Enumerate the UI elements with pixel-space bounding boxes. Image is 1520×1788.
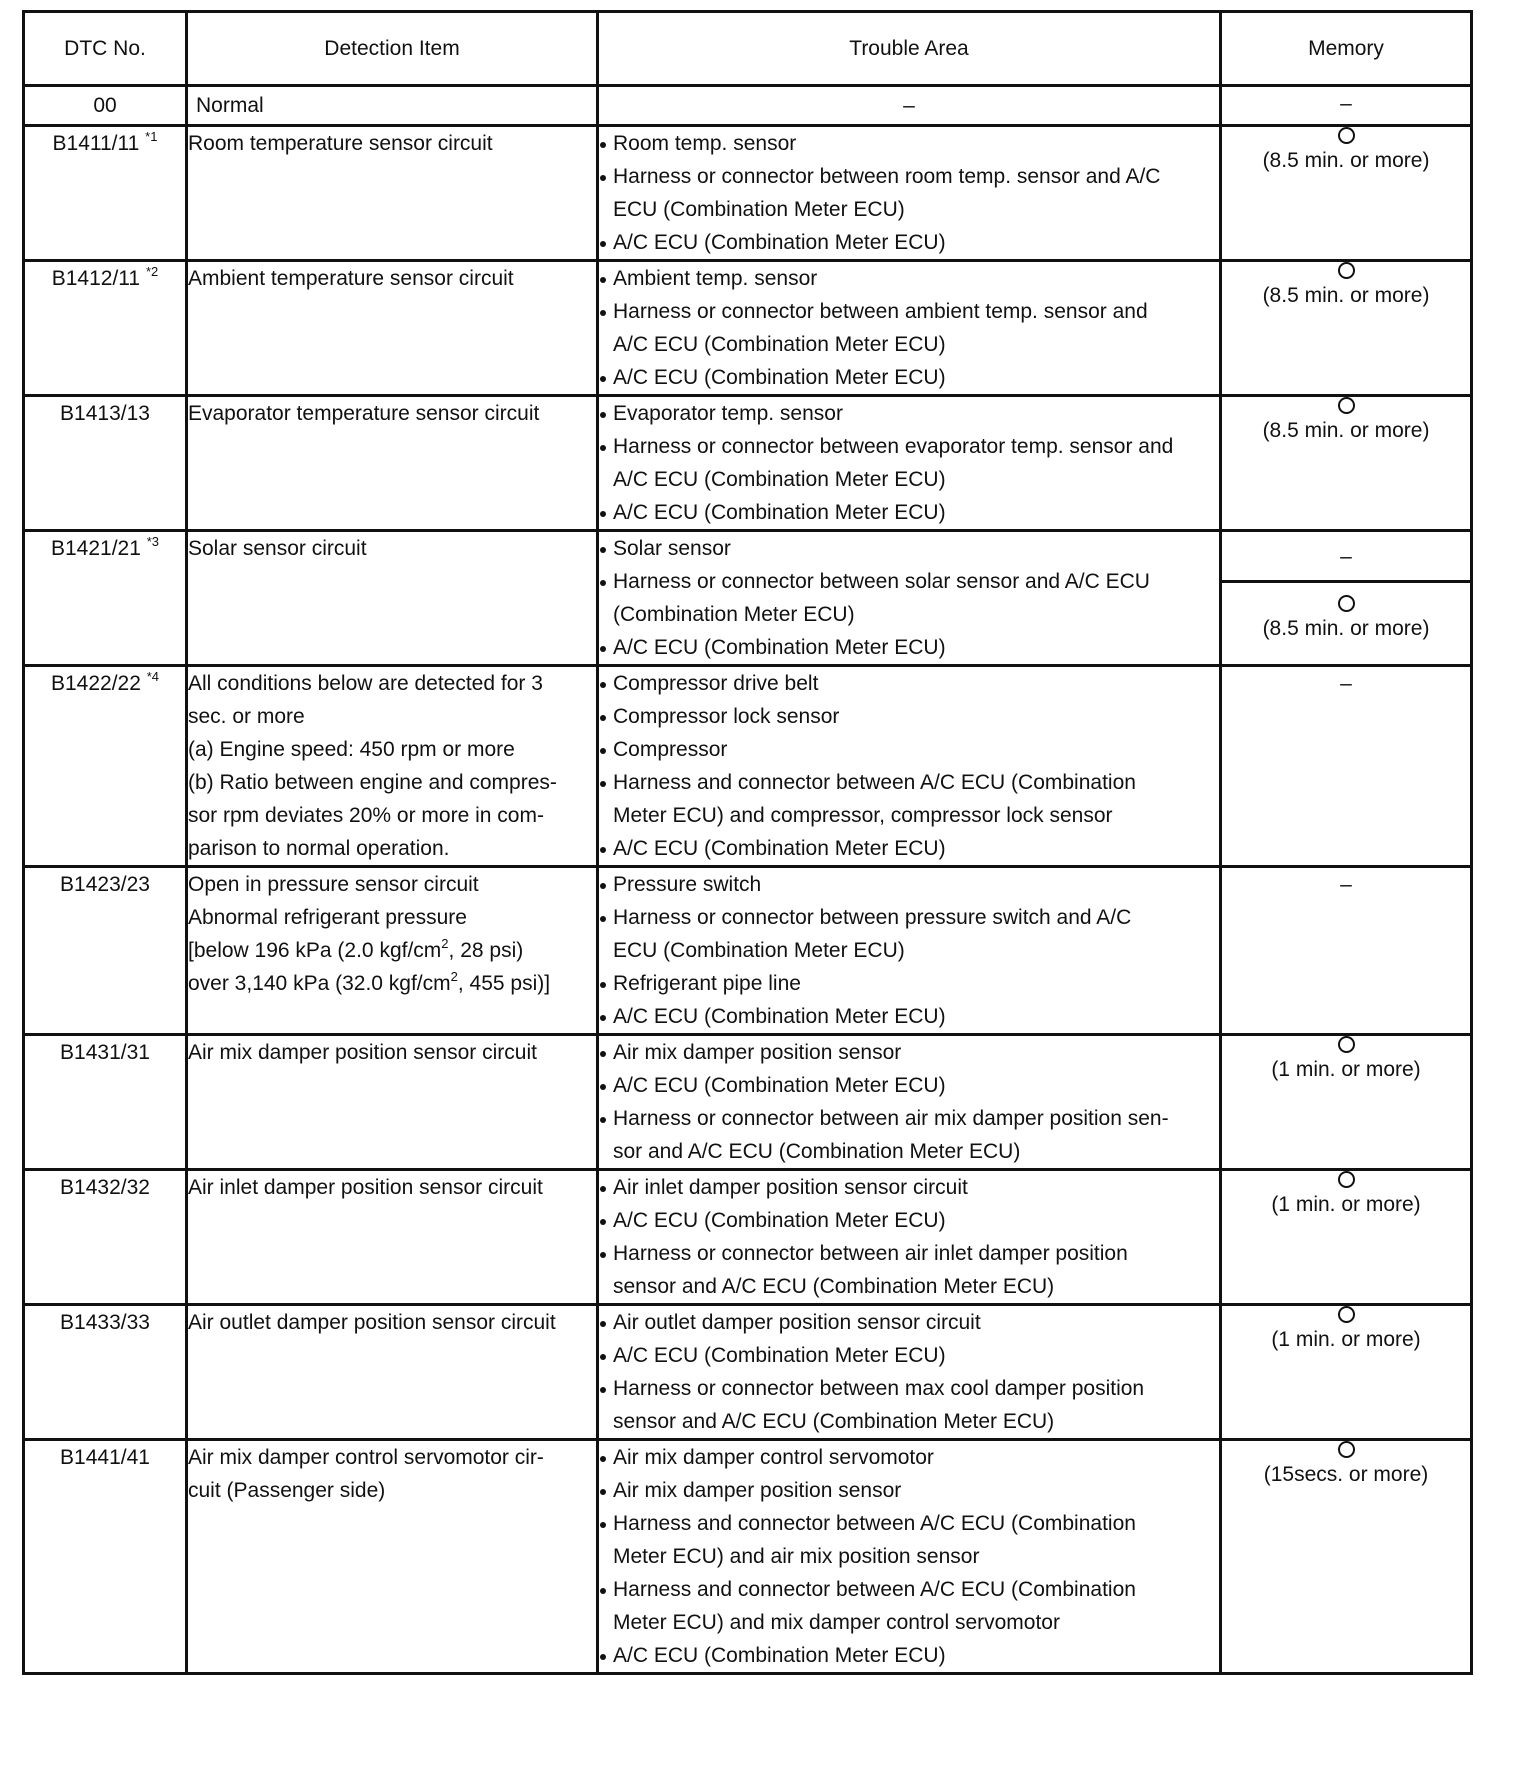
trouble-area-item	[599, 667, 1219, 700]
detection-item-line: sec. or more	[188, 705, 305, 728]
memory-split	[1222, 532, 1470, 656]
detection-item-line: Room temperature sensor circuit	[188, 132, 493, 155]
memory-content	[1222, 1036, 1470, 1086]
text-part: over 3,140 kPa (32.0 kgf/cm	[188, 972, 451, 995]
memory-circle-icon	[1338, 1171, 1355, 1188]
memory-content	[1222, 1441, 1470, 1491]
trouble-area-line: A/C ECU (Combination Meter ECU)	[613, 231, 946, 254]
dtc-code-cell	[24, 1170, 187, 1305]
table-row	[24, 261, 1472, 396]
memory-cell	[1221, 867, 1472, 1035]
memory-circle-icon	[1338, 595, 1355, 612]
dtc-code-cell	[24, 86, 187, 126]
memory-dash: –	[1340, 873, 1352, 896]
memory-duration: (1 min. or more)	[1271, 1328, 1421, 1351]
dtc-code: B1413/13	[60, 402, 150, 425]
trouble-area-cell	[598, 1305, 1221, 1440]
dtc-code-cell	[24, 396, 187, 531]
trouble-area-line: A/C ECU (Combination Meter ECU)	[613, 837, 946, 860]
detection-item-line: Normal	[196, 94, 264, 117]
memory-cell	[1221, 86, 1472, 126]
trouble-area-item	[599, 565, 1219, 631]
dtc-code: B1431/31	[60, 1041, 150, 1064]
dtc-table-page	[22, 10, 1470, 1675]
memory-cell	[1221, 1440, 1472, 1674]
trouble-area-item	[599, 631, 1219, 664]
detection-item-line: (b) Ratio between engine and compres-	[188, 771, 557, 794]
memory-circle-icon	[1338, 262, 1355, 279]
detection-item-line	[188, 967, 596, 1000]
trouble-area-item	[599, 1102, 1219, 1168]
dtc-code-cell	[24, 1440, 187, 1674]
trouble-area-cell	[598, 396, 1221, 531]
trouble-area-line: A/C ECU (Combination Meter ECU)	[613, 1074, 946, 1097]
trouble-area-line: A/C ECU (Combination Meter ECU)	[613, 1005, 946, 1028]
dtc-code: B1432/32	[60, 1176, 150, 1199]
trouble-area-cell	[598, 1035, 1221, 1170]
memory-circle-icon	[1338, 1441, 1355, 1458]
trouble-area-item	[599, 262, 1219, 295]
trouble-area-item	[599, 868, 1219, 901]
trouble-area-line: Air inlet damper position sensor circuit	[613, 1176, 968, 1199]
memory-cell	[1221, 396, 1472, 531]
dtc-footnote-mark: *1	[145, 129, 158, 144]
text-part: [below 196 kPa (2.0 kgf/cm	[188, 939, 442, 962]
trouble-area-line: A/C ECU (Combination Meter ECU)	[613, 366, 946, 389]
trouble-area-item	[599, 295, 1219, 361]
table-row	[24, 396, 1472, 531]
dtc-footnote-mark: *2	[145, 264, 159, 279]
trouble-area-line: ECU (Combination Meter ECU)	[613, 939, 905, 962]
table-row	[24, 531, 1472, 666]
trouble-area-line: Harness or connector between evaporator temp. sensor and	[613, 435, 1174, 458]
trouble-area-item	[599, 1000, 1219, 1033]
memory-duration: (8.5 min. or more)	[1262, 616, 1430, 640]
detection-item-cell	[187, 1035, 598, 1170]
trouble-area-item	[599, 1339, 1219, 1372]
trouble-area-item	[599, 1639, 1219, 1672]
text-part: , 455 psi)]	[457, 972, 551, 995]
dtc-code: B1411/11	[52, 132, 140, 155]
dtc-code: 00	[93, 94, 117, 117]
detection-item-line: sor rpm deviates 20% or more in com-	[188, 804, 544, 827]
trouble-area-item	[599, 1474, 1219, 1507]
detection-item-line: All conditions below are detected for 3	[188, 672, 543, 695]
superscript: 2	[441, 936, 449, 951]
trouble-area-line: Harness or connector between air mix damper position sen-	[613, 1107, 1169, 1130]
trouble-area-line: Harness and connector between A/C ECU (Combination	[613, 1512, 1136, 1535]
memory-content	[1222, 127, 1470, 177]
trouble-area-cell	[598, 1440, 1221, 1674]
trouble-area-item	[599, 532, 1219, 565]
trouble-area-cell	[598, 261, 1221, 396]
detection-item-line: Ambient temperature sensor circuit	[188, 267, 514, 290]
trouble-area-item	[599, 1306, 1219, 1339]
detection-item-line: Abnormal refrigerant pressure	[188, 906, 467, 929]
trouble-area-item	[599, 733, 1219, 766]
memory-cell	[1221, 531, 1472, 666]
detection-item-cell	[187, 261, 598, 396]
table-row	[24, 86, 1472, 126]
memory-split-bottom	[1222, 583, 1470, 656]
dtc-code: B1422/22	[50, 672, 141, 695]
dtc-code: B1423/23	[60, 873, 150, 896]
trouble-area-item	[599, 1204, 1219, 1237]
table-row	[24, 1305, 1472, 1440]
trouble-area-item	[599, 967, 1219, 1000]
memory-content	[1222, 868, 1470, 901]
memory-cell	[1221, 1170, 1472, 1305]
trouble-area-item	[599, 1171, 1219, 1204]
trouble-area-item	[599, 700, 1219, 733]
trouble-area-line: A/C ECU (Combination Meter ECU)	[613, 1209, 946, 1232]
trouble-area-line: Air outlet damper position sensor circuit	[613, 1311, 981, 1334]
memory-circle-icon	[1338, 397, 1355, 414]
dtc-code-cell	[24, 1305, 187, 1440]
detection-item-line	[188, 934, 596, 967]
trouble-area-line: Harness or connector between solar sensor and A/C ECU	[613, 570, 1150, 593]
dtc-code: B1441/41	[60, 1446, 150, 1469]
dtc-code-cell	[24, 531, 187, 666]
trouble-area-line: Solar sensor	[613, 537, 731, 560]
dash-mark: –	[903, 94, 915, 117]
trouble-area-item	[599, 127, 1219, 160]
memory-duration: (8.5 min. or more)	[1262, 419, 1430, 442]
memory-duration: (8.5 min. or more)	[1262, 284, 1430, 307]
trouble-area-line: Harness or connector between pressure switch and A/C	[613, 906, 1132, 929]
trouble-area-line: Air mix damper control servomotor	[613, 1446, 934, 1469]
header-detection-item: Detection Item	[187, 12, 598, 86]
trouble-area-item	[599, 1507, 1219, 1573]
memory-circle-icon	[1338, 1036, 1355, 1053]
table-row	[24, 1170, 1472, 1305]
detection-item-line: Solar sensor circuit	[188, 537, 367, 560]
trouble-area-line: sor and A/C ECU (Combination Meter ECU)	[613, 1140, 1021, 1163]
trouble-area-item	[599, 1372, 1219, 1438]
dtc-code: B1412/11	[51, 267, 141, 290]
trouble-area-line: Room temp. sensor	[613, 132, 797, 155]
trouble-area-item	[599, 397, 1219, 430]
header-row	[24, 12, 1472, 86]
trouble-area-item	[599, 1441, 1219, 1474]
table-row	[24, 1440, 1472, 1674]
dtc-code-cell	[24, 1035, 187, 1170]
detection-item-cell	[187, 867, 598, 1035]
memory-content	[1222, 667, 1470, 700]
trouble-area-line: Harness and connector between A/C ECU (Combination	[613, 771, 1136, 794]
table-row	[24, 867, 1472, 1035]
trouble-area-line: A/C ECU (Combination Meter ECU)	[613, 636, 946, 659]
dtc-code: B1433/33	[60, 1311, 150, 1334]
memory-dash: –	[1340, 672, 1352, 695]
trouble-area-line: sensor and A/C ECU (Combination Meter ECU)	[613, 1275, 1055, 1298]
trouble-area-cell	[598, 666, 1221, 867]
detection-item-cell	[187, 126, 598, 261]
trouble-area-line: Compressor lock sensor	[613, 705, 840, 728]
dtc-table-body	[24, 86, 1472, 1674]
trouble-area-line: A/C ECU (Combination Meter ECU)	[613, 468, 946, 491]
detection-item-cell	[187, 86, 598, 126]
trouble-area-line: Meter ECU) and air mix position sensor	[613, 1545, 980, 1568]
dtc-code: B1421/21	[50, 537, 141, 560]
trouble-area-line: Air mix damper position sensor	[613, 1479, 902, 1502]
detection-item-line: Open in pressure sensor circuit	[188, 873, 479, 896]
dtc-table	[22, 10, 1473, 1675]
memory-circle-icon	[1338, 1306, 1355, 1323]
detection-item-line: Air inlet damper position sensor circuit	[188, 1176, 543, 1199]
dtc-code-cell	[24, 126, 187, 261]
trouble-area-cell	[598, 867, 1221, 1035]
trouble-area-item	[599, 832, 1219, 865]
memory-cell	[1221, 1035, 1472, 1170]
trouble-area-item	[599, 1237, 1219, 1303]
trouble-area-item	[599, 430, 1219, 496]
trouble-area-line: A/C ECU (Combination Meter ECU)	[613, 1344, 946, 1367]
trouble-area-line: A/C ECU (Combination Meter ECU)	[613, 501, 946, 524]
trouble-area-line: (Combination Meter ECU)	[613, 603, 855, 626]
trouble-area-cell	[598, 1170, 1221, 1305]
detection-item-cell	[187, 666, 598, 867]
detection-item-cell	[187, 531, 598, 666]
superscript: 2	[450, 969, 458, 984]
memory-cell	[1221, 261, 1472, 396]
detection-item-line: Evaporator temperature sensor circuit	[188, 402, 540, 425]
dtc-footnote-mark: *4	[146, 669, 160, 684]
detection-item-line: Air mix damper control servomotor cir-	[188, 1446, 544, 1469]
trouble-area-cell	[598, 86, 1221, 126]
trouble-area-line: Pressure switch	[613, 873, 762, 896]
memory-duration: (1 min. or more)	[1271, 1193, 1421, 1216]
table-row	[24, 666, 1472, 867]
detection-item-cell	[187, 1305, 598, 1440]
dtc-code-cell	[24, 261, 187, 396]
trouble-area-item	[599, 361, 1219, 394]
memory-duration: (1 min. or more)	[1271, 1058, 1421, 1081]
trouble-area-item	[599, 1036, 1219, 1069]
trouble-area-line: Air mix damper position sensor	[613, 1041, 902, 1064]
trouble-area-line: Harness and connector between A/C ECU (Combination	[613, 1578, 1136, 1601]
trouble-area-line: Meter ECU) and mix damper control servomotor	[613, 1611, 1060, 1634]
memory-content	[1222, 87, 1470, 120]
trouble-area-item	[599, 160, 1219, 226]
detection-item-cell	[187, 1440, 598, 1674]
trouble-area-line: ECU (Combination Meter ECU)	[613, 198, 905, 221]
detection-item-cell	[187, 396, 598, 531]
trouble-area-item	[599, 496, 1219, 529]
trouble-area-line: Refrigerant pipe line	[613, 972, 801, 995]
memory-duration: (8.5 min. or more)	[1262, 149, 1430, 172]
trouble-area-cell	[598, 531, 1221, 666]
text-part: , 28 psi)	[448, 939, 524, 962]
memory-duration: (15secs. or more)	[1263, 1463, 1429, 1486]
memory-content	[1222, 397, 1470, 447]
trouble-area-line: Compressor drive belt	[613, 672, 819, 695]
trouble-area-cell	[598, 126, 1221, 261]
trouble-area-item	[599, 901, 1219, 967]
dtc-code-cell	[24, 666, 187, 867]
trouble-area-line: Compressor	[613, 738, 728, 761]
header-trouble-area: Trouble Area	[598, 12, 1221, 86]
trouble-area-line: A/C ECU (Combination Meter ECU)	[613, 333, 946, 356]
trouble-area-line: Meter ECU) and compressor, compressor lock sensor	[613, 804, 1113, 827]
memory-cell	[1221, 666, 1472, 867]
detection-item-line: Air outlet damper position sensor circuit	[188, 1311, 556, 1334]
memory-content	[1222, 1171, 1470, 1221]
header-memory: Memory	[1221, 12, 1472, 86]
dtc-footnote-mark: *3	[146, 534, 160, 549]
memory-dash: –	[1340, 92, 1352, 115]
table-row	[24, 126, 1472, 261]
trouble-area-line: Ambient temp. sensor	[613, 267, 818, 290]
trouble-area-item	[599, 1069, 1219, 1102]
header-dtc-no: DTC No.	[24, 12, 187, 86]
trouble-area-item	[599, 226, 1219, 259]
trouble-area-line: Harness or connector between max cool damper position	[613, 1377, 1145, 1400]
table-row	[24, 1035, 1472, 1170]
trouble-area-line: sensor and A/C ECU (Combination Meter ECU)	[613, 1410, 1055, 1433]
detection-item-cell	[187, 1170, 598, 1305]
memory-content	[1222, 1306, 1470, 1356]
dtc-code-cell	[24, 867, 187, 1035]
trouble-area-line: Harness or connector between ambient temp. sensor and	[613, 300, 1148, 323]
memory-content	[1222, 262, 1470, 312]
memory-dash: –	[1340, 544, 1352, 568]
detection-item-line: Air mix damper position sensor circuit	[188, 1041, 537, 1064]
trouble-area-line: Evaporator temp. sensor	[613, 402, 843, 425]
memory-circle-icon	[1338, 127, 1355, 144]
memory-cell	[1221, 1305, 1472, 1440]
trouble-area-line: Harness or connector between air inlet damper position	[613, 1242, 1128, 1265]
trouble-area-line: Harness or connector between room temp. sensor and A/C	[613, 165, 1161, 188]
detection-item-line: cuit (Passenger side)	[188, 1479, 386, 1502]
trouble-area-item	[599, 1573, 1219, 1639]
memory-cell	[1221, 126, 1472, 261]
trouble-area-line: A/C ECU (Combination Meter ECU)	[613, 1644, 946, 1667]
detection-item-line: parison to normal operation.	[188, 837, 450, 860]
memory-split-top	[1222, 532, 1470, 583]
trouble-area-item	[599, 766, 1219, 832]
detection-item-line: (a) Engine speed: 450 rpm or more	[188, 738, 515, 761]
